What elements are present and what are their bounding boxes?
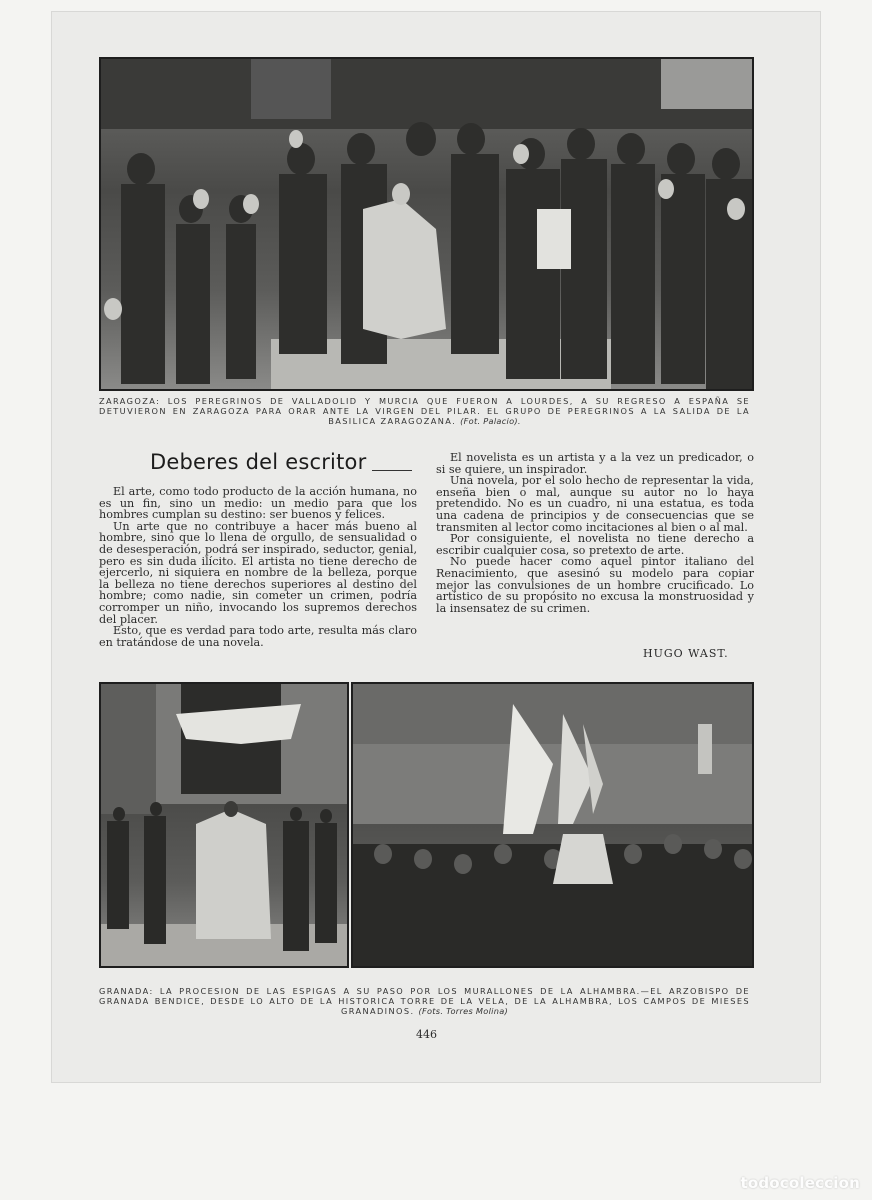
top-caption-text: ZARAGOZA: LOS PEREGRINOS DE VALLADOLID Y MURCIA QUE FUERON A LOURDES, A SU REGRESO A ESPAÑA SE DETUVIERON EN ZARAGOZA PARA ORAR ANTE LA VIRGEN DEL PILAR. EL GRUPO DE PEREGRINOS A LA SALIDA DE LA BASILICA ZARAGOZANA. [99,396,750,426]
right-paragraph: El novelista es un artista y a la vez un predicador, o si se quiere, un inspirador. [436,451,754,476]
bottom-photo-caption [99,986,750,1016]
left-paragraph: Esto, que es verdad para todo arte, resulta más claro en tratándose de una novela. [99,624,417,649]
article-right-column [436,452,754,614]
left-paragraph: Un arte que no contribuye a hacer más bueno al hombre, sino que lo llena de orgullo, de sensualidad o de desesperación, podrá ser inspirado, seductor, genial, pero es sin duda ilícito. El artista no tiene derecho de ejercerlo, ni siquiera en nombre de la belleza, porque la belleza no tiene derechos superiores al destino del hombre; como nadie, sin cometer un crimen, podría corromper un niño, invocando los supremos derechos del placer. [99,519,417,626]
right-paragraph: Por consiguiente, el novelista no tiene derecho a escribir cualquier cosa, so pretexto de arte. [436,532,754,557]
article-title: Deberes del escritor [150,450,367,474]
article-left-column [99,486,417,648]
author-signature: HUGO WAST. [643,647,729,660]
top-photo-caption [99,396,750,426]
photo-granada-blessing [351,682,754,968]
title-rule [372,470,412,471]
bottom-caption-text: GRANADA: LA PROCESION DE LAS ESPIGAS A SU PASO POR LOS MURALLONES DE LA ALHAMBRA.—EL ARZOBISPO DE GRANADA BENDICE, DESDE LO ALTO DE LA HISTORICA TORRE DE LA VELA, DE LA ALHAMBRA, LOS CAMPOS DE MIESES GRANADINOS. [99,986,750,1016]
top-caption-credit: (Fot. Palacio). [460,416,521,426]
page-number: 446 [416,1028,437,1041]
photo-granada-procession [99,682,349,968]
right-paragraph: No puede hacer como aquel pintor italiano del Renacimiento, que asesinó su modelo para copiar mejor las convulsiones de un hombre crucificado. Lo artístico de su propósito no excusa la monstruosidad y la insensatez de su crimen. [436,555,754,615]
watermark: todocoleccion [740,1174,860,1192]
left-paragraph: El arte, como todo producto de la acción humana, no es un fin, sino un medio: un medio para que los hombres cumplan su destino: ser buenos y felices. [99,485,417,522]
bottom-caption-credit: (Fots. Torres Molina) [418,1006,509,1016]
photo-zaragoza-pilgrims [99,57,754,391]
right-paragraph: Una novela, por el solo hecho de representar la vida, enseña bien o mal, aunque su autor no lo haya pretendido. No es un cuadro, ni una estatua, es toda una cadena de principios y de consecuencias que se transmiten al lector como incitaciones al bien o al mal. [436,474,754,534]
